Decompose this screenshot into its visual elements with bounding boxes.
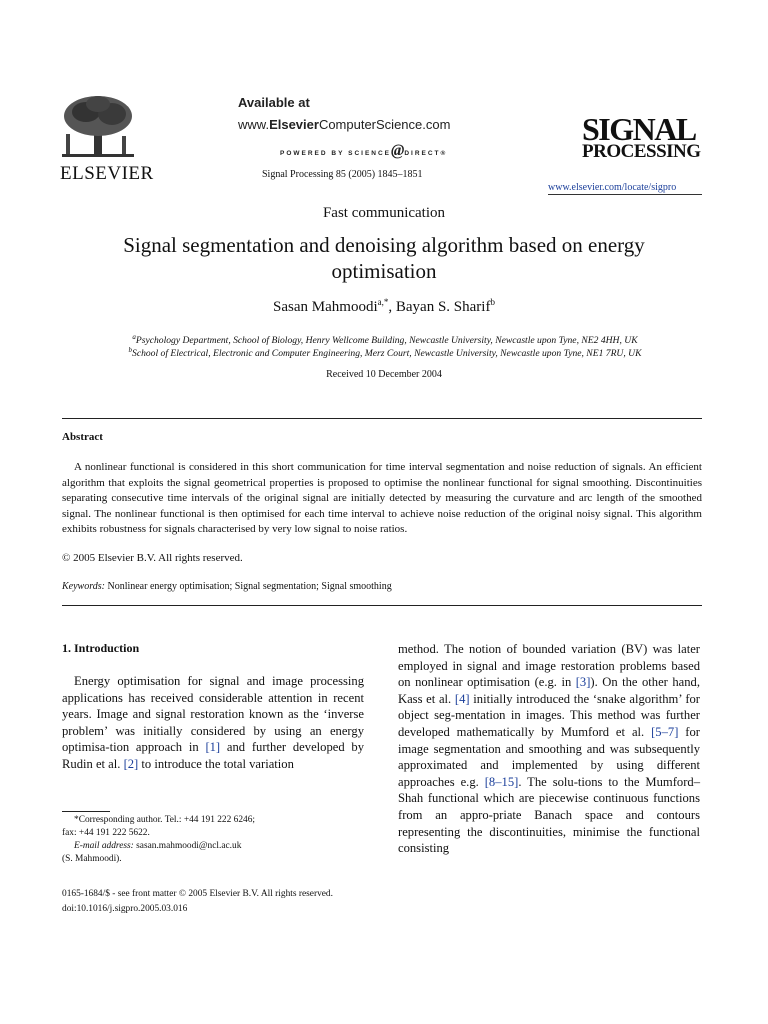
section-heading: 1. Introduction <box>62 641 140 655</box>
header-divider <box>548 194 702 195</box>
received-date: Received 10 December 2004 <box>326 369 442 380</box>
body-right-column: method. The notion of bounded variation (BV) was later employed in signal and image restoration problems based on nonlinear optimisation (e.g. in [3]). On the other hand, Kass et al. [4] initially introduced the ‘snake algorithm’ for object seg-mentation in images. This method was further developed mathematically by Mumford et al. [5–7] for image segmentation and smoothing and was subsequently approximated and implemented by using different approaches e.g. [8–15]. The solu-tions to the Mumford–Shah functional which are piecewise continuous functions from an appro-priate Banach space and contours representing the discontinuities, minimise the functional consisting <box>398 642 700 856</box>
powered-by-sciencedirect: POWERED BY SCIENCE@DIRECT® <box>280 142 448 159</box>
abstract-text: A nonlinear functional is considered in this short communication for time interval segmentation and noise reduction of signals. An efficient algorithm that exploits the signal geometrical properties is proposed to optimise the nonlinear functional for signal smoothing. Discontinuities separating consecutive time intervals of the original signal are initially detected by measuring the curvature and arc length of the smoothed signal. The nonlinear functional is then optimised for each time interval to achieve noise reduction of the original noisy signal. This algorithm exhibits robustness for signals characterised by very low signal to noise ratios. <box>62 461 702 536</box>
author-list: Sasan Mahmoodi$^{a,*}$, Bayan S. Sharif$^b$ <box>273 297 495 315</box>
footnote-line: fax: +44 191 222 5622. <box>62 828 150 838</box>
body-left-column: Energy optimisation for signal and image processing applications has received considerable attention in recent years. Image and signal restoration known as the ‘inverse problem’ was initially considered by using an energy optimisa-tion approach in [1] and further developed by Rudin et al. [2] to introduce the total variation <box>62 674 365 771</box>
footnote-line: *Corresponding author. Tel.: +44 191 222 6246; <box>74 815 256 825</box>
journal-url-link[interactable]: www.elsevier.com/locate/sigpro <box>548 182 677 193</box>
journal-citation: Signal Processing 85 (2005) 1845–1851 <box>262 169 423 180</box>
publisher-wordmark: ELSEVIER <box>60 163 154 184</box>
footnote-rule <box>62 811 110 812</box>
abstract-bottom-rule <box>62 605 702 606</box>
corresponding-author-footnote <box>62 814 362 866</box>
footnote-line: (S. Mahmoodi). <box>62 854 122 864</box>
elsevier-tree-logo <box>58 94 138 164</box>
keywords: Keywords: Nonlinear energy optimisation; Signal segmentation; Signal smoothing <box>62 581 392 592</box>
abstract-copyright: © 2005 Elsevier B.V. All rights reserved. <box>62 552 243 564</box>
abstract-heading: Abstract <box>62 431 103 443</box>
front-matter-line: 0165-1684/$ - see front matter © 2005 Elsevier B.V. All rights reserved. <box>62 889 333 899</box>
footnote-email: E-mail address: sasan.mahmoodi@ncl.ac.uk <box>74 841 242 851</box>
ref-link[interactable]: [8–15] <box>484 774 519 789</box>
doi-line: doi:10.1016/j.sigpro.2005.03.016 <box>62 904 188 914</box>
article-title: Signal segmentation and denoising algorithm based on energy optimisation <box>123 233 645 283</box>
ref-link[interactable]: [4] <box>454 691 470 706</box>
abstract-top-rule <box>62 418 702 419</box>
ref-link[interactable]: [2] <box>123 756 139 771</box>
available-at-label: Available at <box>238 95 310 110</box>
affiliation-b: $^b$School of Electrical, Electronic and Computer Engineering, Merz Court, Newcastle University, Newcastle upon Tyne, NE1 7RU, UK <box>128 346 642 360</box>
affiliation-a: $^a$Psychology Department, School of Biology, Henry Wellcome Building, Newcastle University, Newcastle upon Tyne, NE2 4HH, UK <box>132 333 638 347</box>
ref-link[interactable]: [3] <box>575 675 591 690</box>
article-section-type: Fast communication <box>322 205 446 221</box>
journal-title-line2: PROCESSING <box>582 141 701 162</box>
ref-link[interactable]: [5–7] <box>651 724 679 739</box>
journal-title-line1: SIGNAL <box>582 111 696 147</box>
ref-link[interactable]: [1] <box>205 740 221 755</box>
sciencedirect-site-link[interactable]: www.ElsevierComputerScience.com <box>238 117 451 132</box>
